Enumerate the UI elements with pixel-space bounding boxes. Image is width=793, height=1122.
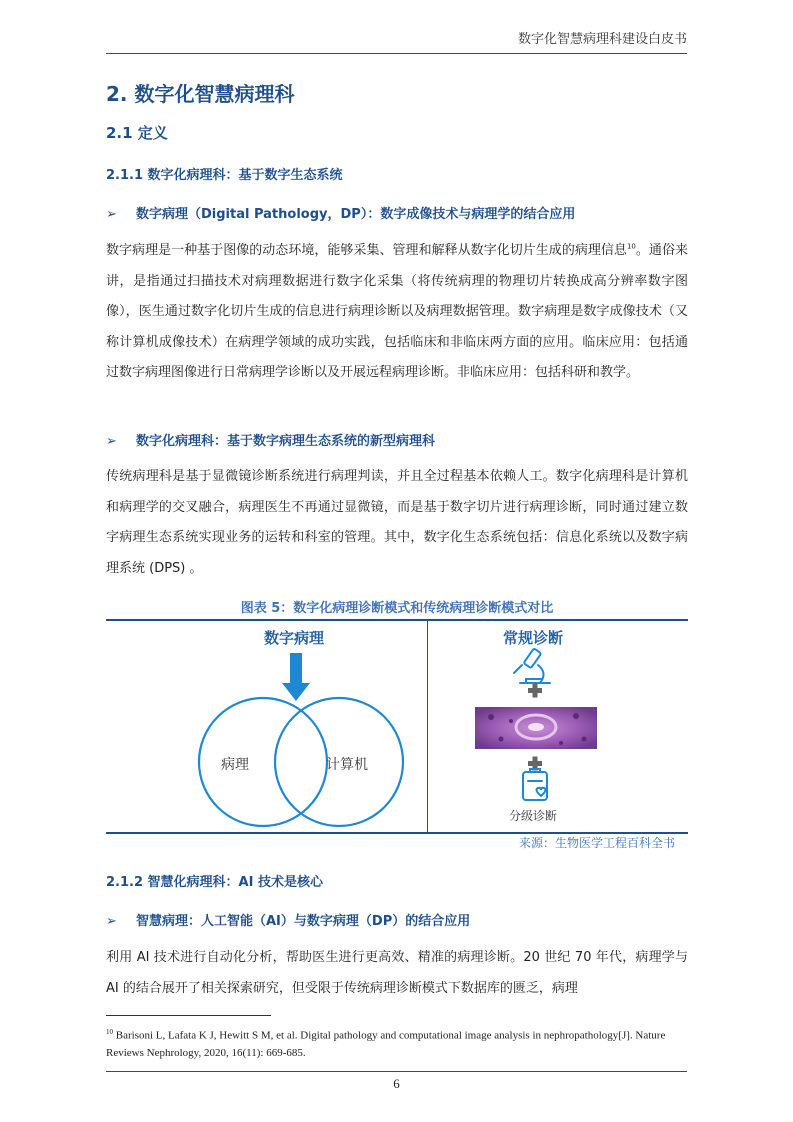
footnote-text: Barisoni L, Lafata K J, Hewitt S M, et al. Digital pathology and computational image analysis in nephropathology[J]. Nature Reviews Nephrology, 2020, 16(11): 669-685. <box>106 1029 666 1059</box>
bullet-heading-smart-pathology <box>106 910 470 929</box>
figure-comparison <box>106 619 688 834</box>
venn-label-pathology: 病理 <box>221 757 249 773</box>
digital-pathology-title: 数字病理 <box>264 629 325 647</box>
subsubsection-title-2: 2.1.2 智慧化病理科：AI 技术是核心 <box>106 875 323 890</box>
plus-icon <box>528 684 542 698</box>
bullet-marker: ➢ <box>106 434 117 449</box>
figure-graphics <box>106 621 688 832</box>
bullet-heading-digital-pathology-dept <box>106 430 435 449</box>
footnote-separator <box>106 1015 271 1016</box>
footnote <box>106 1024 688 1062</box>
bullet-marker: ➢ <box>106 207 117 222</box>
paragraph-1: 数字病理是一种基于图像的动态环境，能够采集、管理和解释从数字化切片生成的病理信息$^{10}$。通俗来讲，是指通过扫描技术对病理数据进行数字化采集（将传统病理的物理切片转换成高分辨率数字图像），医生通过数字化切片生成的信息进行病理诊断以及病理数据管理。数字病理是数字成像技术（又称计算机成像技术）在病理学领域的成功实践，包括临床和非临床两方面的应用。临床应用：包括通过数字病理图像进行日常病理学诊断以及开展远程病理诊断。非临床应用：包括科研和教学。 <box>106 242 688 380</box>
bullet-marker: ➢ <box>106 914 117 929</box>
bullet-text: 数字病理（Digital Pathology，DP）：数字成像技术与病理学的结合应用 <box>136 207 576 222</box>
bullet-text: 数字化病理科：基于数字病理生态系统的新型病理科 <box>136 434 436 449</box>
footer-rule <box>106 1071 687 1072</box>
paragraph-3: 利用 AI 技术进行自动化分析，帮助医生进行更高效、精准的病理诊断。20 世纪 70 年代，病理学与 AI 的结合展开了相关探索研究，但受限于传统病理诊断模式下数据库的匮乏，病理 <box>106 950 688 996</box>
conventional-diagnosis-title: 常规诊断 <box>503 629 564 647</box>
footnote-ref[interactable]: 10 <box>626 242 636 251</box>
venn-circle-pathology <box>199 698 327 826</box>
footnote-number: 10 <box>106 1028 113 1036</box>
histology-image <box>475 707 597 749</box>
microscope-icon <box>514 648 550 683</box>
bullet-text: 智慧病理：人工智能（AI）与数字病理（DP）的结合应用 <box>136 914 471 929</box>
subsubsection-title-1: 2.1.1 数字化病理科：基于数字生态系统 <box>106 168 343 183</box>
graded-diagnosis-label: 分级诊断 <box>509 809 558 823</box>
report-heart-icon <box>523 769 547 800</box>
page-number: 6 <box>393 1076 400 1091</box>
subsection-title: 2.1 定义 <box>106 124 168 142</box>
bullet-heading-digital-pathology <box>106 203 575 222</box>
paragraph-2: 传统病理科是基于显微镜诊断系统进行病理判读，并且全过程基本依赖人工。数字化病理科是计算机和病理学的交叉融合，病理医生不再通过显微镜，而是基于数字切片进行病理诊断，同时通过建立数字病理生态系统实现业务的运转和科室的管理。其中，数字化生态系统包括：信息化系统以及数字病理系统 (DPS) 。 <box>106 469 688 576</box>
down-arrow-icon <box>282 653 310 701</box>
figure-caption: 图表 5：数字化病理诊断模式和传统病理诊断模式对比 <box>240 601 554 616</box>
figure-source: 来源：生物医学工程百科全书 <box>518 836 675 850</box>
running-header: 数字化智慧病理科建设白皮书 <box>106 28 687 54</box>
section-title: 2. 数字化智慧病理科 <box>106 82 295 106</box>
venn-label-computer: 计算机 <box>326 757 368 773</box>
